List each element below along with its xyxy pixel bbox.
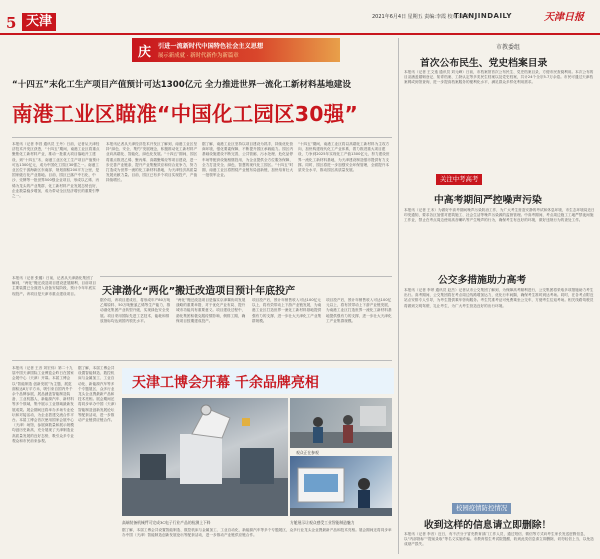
lead-column-1: 本报讯（记者 李昌 通讯员 王丹）日前，记者从天津经济技术开发区获悉，“十四五”期间，南港工业区将重点聚焦化工新材料产业，推动一批重大项目落地开工建设，到“十四五”末，南港工业区化工生产项目产值预计可达1300亿元，成为中国化工园区30强之一。南港工业区位于滨海新区东南部，规划面积200平方公里，是国家级石化产业基地。目前，园区已落户中石化、中沙、壳牌等一批世界500强企业项目，形成以乙烯、丙烯为龙头的产业集群，化工新材料产业发展态势良好，企业数量稳步增加，成为带动全区经济增长的重要引擎之一。 [12, 142, 100, 199]
second-story-headline: 天津渤化“两化”搬迁改造项目预计年底投产 [102, 286, 296, 297]
second-story-column-2: 据介绍，该项目建成后，将形成年产80万吨乙烯原料、50万吨聚氯乙烯等生产能力，推动渤化集团产业转型升级，实现绿色安全发展。项目采用国际先进工艺技术，能耗和排放指标均达到国内领先水平。 [100, 298, 171, 323]
paper-english-name: TIANJINDAILY [454, 12, 512, 20]
caption-robot-arm: 高端装备机械臂可完成3C电子行业产品的检测上下料 [122, 520, 211, 525]
lead-rule [12, 137, 392, 138]
expo-photo-visitors [290, 398, 392, 448]
expo-column-2: 据了解，本届工博会共设置智能制造、数控机床与金属加工、工业自动化、新能源汽车等多个专题展区，众多行业龙头企业携最新产品和技术亮相。展会期间还将同步举办中国（天津）智能制造创新发展论坛等配套活动，进一步推动产业链供应链合作。 [78, 366, 117, 423]
right-story-3-body: 本报讯（记者 李昂 通讯员 赵杰）记者从市公交集团了解到，为保障高考顺利进行，公交集团将采取多项措施助力考生出行。高考期间，公交集团将在考点周边线路增加运力，优化行车间隔，确保考生准时到达考场。同时，在各考点附近站点安排专人引导，为考生提供乘车咨询服务。考生凭准考证可免费乘坐公交车，方便考生往返考场。相关线路驾驶员将做到文明驾驶、礼让考生，为广大考生营造良好的出行环境。 [404, 288, 594, 308]
caption-cabin: 方舱展示让观众感受工业智能制造魅力 [290, 520, 355, 525]
celebration-banner [132, 38, 340, 62]
right-story-1-body: 本报讯（记者 王文逸 通讯员 刘元峰）日前，市档案馆首次公布民生、党史档案目录，方便市民查阅利用。本次公布的目录涵盖婚姻登记、知青档案、工龄认定等多类民生档案以及党史档案，共计24个全宗5.7万余卷。市民可通过天津档案网或到馆查询，进一步提高档案服务的便利化水平，满足群众多样化利用需求。 [404, 70, 594, 85]
section-label: 天津 [22, 13, 56, 31]
right-ribbon-exams: 关注中考高考 [436, 174, 482, 185]
banner-seal-icon: 庆 [138, 45, 152, 60]
second-story-column-1: 本报讯（记者 张璐）日前，记者从天津渤化集团了解到，“两化”搬迁改造项目建设进展顺利，目前项目主要装置已全面进入设备安装阶段，预计今年年底实现投产。该项目是天津市重点建设项目。 [12, 276, 96, 296]
expo-column-1: 本报讯（记者 王音 刘宏伟）第二十九届中国天津国际工业博览会昨日在国家会展中心（天津）开幕。本届工博会以“智能制造 创新发展”为主题，展览面积达8万平方米，吸引来自国内外千余个品牌参展，展品涵盖智能制造装备、工业机器人、新能源汽车、新材料等多个领域，集中展示工业领域最新发展成果。展会期间还将举办多场专业论坛和对接活动，为企业搭建交流合作平台。本届工博会首次使用国家会展中心（天津）场馆，参展商数量和展示规模均创历史新高，充分展现了天津制造业高质量发展的良好态势，吸引众多专业观众和市民前来参观。 [12, 366, 74, 443]
page-number: 5 [6, 14, 17, 32]
right-story-3-headline: 公交多措施助力高考 [438, 275, 527, 286]
banner-line-2: 展示新成就 · 新时代新作为新篇章 [158, 53, 239, 59]
lead-column-3: 据了解，南港工业区坚持以项目建设为抓手，持续优化营商环境，强化要素保障，不断提升园区承载能力。园区内基础设施建设不断完善，公共管廊、污水处理、危化品停车场等配套设施相继投用，为企业提供全方位服务保障，全力打造安全、绿色、智慧的现代化工园区。“十四五”时期，南港工业区将围绕产业链布局创新链，加快培育壮大一批领军企业。 [202, 142, 294, 178]
expo-photo-robot-arm [122, 398, 288, 516]
expo-continuation: 据了解，本届工博会共设置智能制造、数控机床与金属加工、工业自动化、新能源汽车等多个专题展区，众多行业龙头企业携最新产品和技术亮相。展会期间还将同步举办中国（天津）智能制造创新发展论坛等配套活动，进一步推动产业链供应链合作。 [122, 528, 392, 538]
robot-arm-illustration [122, 398, 288, 516]
right-story-2-headline: 中高考期间严控噪声污染 [434, 195, 542, 206]
second-story-column-5: 项目投产后，预计年销售收入可达100亿元以上，将有效带动上下游产业链发展，为南港工业区打造世界一流化工新材料基地提供强有力的支撑，进一步壮大天津化工产业集群规模。 [326, 298, 392, 323]
expo-photo-cabin [290, 456, 392, 516]
issue-date: 2021年6月4日 星期五 责编:李霞 校对:高莹 [372, 14, 470, 20]
expo-top-rule [12, 360, 392, 361]
column-divider [398, 38, 399, 554]
lead-column-2: 本报讯记者从天津经济技术开发区了解到，南港工业区坚持“绿色、安全、集约”发展理念，积极推动化工新材料产业向高端化、智能化、绿色化发展。“十四五”期间，园区将重点推进乙烯、聚丙烯、高端聚烯烃等项目建设，进一步完善产业链条，提升产业集聚效应和综合竞争力，努力打造成为世界一流的化工新材料基地，为天津经济高质量发展贡献力量。目前，园区已有多个项目实现投产，产值持续增长。 [106, 142, 198, 183]
paper-logo: 天津日报 [544, 12, 584, 23]
caption-visitors: 观众正在参观 [296, 450, 319, 455]
right-story-2-body: 本报讯（记者 王禾）为做好中高考期间噪声污染防治工作，为广大考生营造安静的考试和休息环境，市生态环境局近日印发通知，要求各区加强对建筑施工、社会生活等噪声污染源的监督管理。中高考期间，考点周边施工工地严禁夜间施工作业，禁止在考点周边使用高音喇叭等产生噪声的行为，确保考生有良好的环境，做好违规行为的查处工作。 [404, 208, 595, 223]
cabin-illustration [290, 456, 392, 516]
visitors-illustration [290, 398, 392, 448]
right-story-4-headline: 收到这样的信息请立即删除！ [424, 520, 552, 531]
lead-column-4: “十四五”期间，南港工业区将以高端化工新材料为主攻方向，加快构建现代化工产业体系，着力推进重大项目建设，力争到2025年实现化工产值1300亿元，努力建设世界一流化工新材料基地，为天津建设制造强市提供有力支撑。同时，园区将进一步加强安全环保管理，全面提升本质安全水平，推动园区高质量发展。 [298, 142, 390, 173]
lead-headline: 南港工业区瞄准“中国化工园区30强” [12, 102, 359, 126]
banner-line-1: 引进一流新时代中国特色社会主义思想 [158, 43, 264, 50]
header-rule [0, 33, 600, 35]
lead-subheadline: “十四五”末化工生产项目产值预计可达1300亿元 全力推进世界一流化工新材料基地建设 [12, 80, 351, 90]
right-story-4-body: 本报讯（记者 李音）近日，有不法分子冒充教育部门工作人员，通过短信、微信等方式向考生家长发送虚假信息，以“内部指标”“提前录取”等名义实施诈骗。市教育招生考试院提醒，收到此类信息请立即删除，切勿轻信上当，以免造成财产损失。 [404, 532, 594, 547]
second-story-column-4: 项目投产后，预计年销售收入可达100亿元以上，将有效带动上下游产业链发展，为南港工业区打造世界一流化工新材料基地提供强有力的支撑，进一步壮大天津化工产业集群规模。 [252, 298, 322, 323]
right-story-1-headline: 首次公布民生、党史档案目录 [420, 58, 548, 69]
right-ribbon-campus: 校园疫情防控情况 [452, 503, 511, 514]
second-story-rule [100, 276, 392, 277]
right-story-1-tag: 市教委组 [496, 44, 521, 51]
expo-headline: 天津工博会开幕 千余品牌亮相 [132, 375, 319, 391]
second-story-column-3: “两化”搬迁改造项目是落实京津冀协同发展战略的重要举措，对于优化产业布局、提升城市功能具有重要意义。项目建设过程中，渤化集团积极克服疫情影响，倒排工期，确保项目按期建成投产。 [176, 298, 246, 323]
